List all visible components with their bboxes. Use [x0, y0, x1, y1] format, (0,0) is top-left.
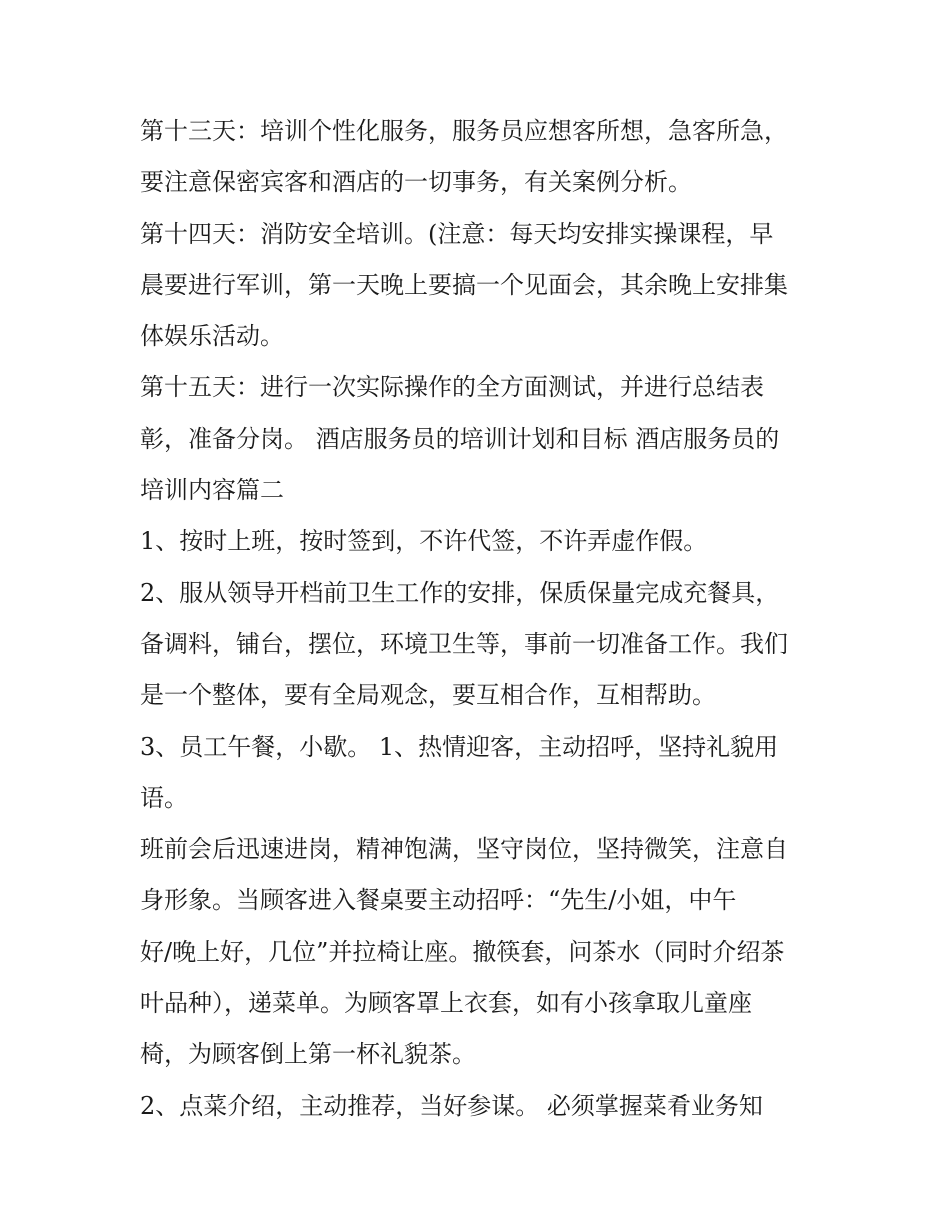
text-line: 是一个整体，要有全局观念，要互相合作，互相帮助。 — [140, 681, 716, 710]
text-line: 第十四天：消防安全培训。(注意：每天均安排实操课程，早 — [140, 219, 774, 248]
text-line: 体娱乐活动。 — [140, 322, 284, 351]
text-line: 身形象。当顾客进入餐桌要主动招呼：“先生/小姐，中午 — [140, 886, 737, 915]
text-line: 2、服从领导开档前卫生工作的安排，保质保量完成充餐具， — [140, 578, 780, 607]
text-line: 好/晚上好，几位”并拉椅让座。撤筷套，问茶水（同时介绍茶 — [140, 937, 785, 966]
text-line: 3、员工午餐，小歇。 1、热情迎客，主动招呼，坚持礼貌用 — [140, 732, 779, 761]
document-body — [140, 106, 820, 1132]
text-line: 班前会后迅速进岗，精神饱满，坚守岗位，坚持微笑，注意自 — [140, 835, 788, 864]
text-line: 备调料，铺台，摆位，环境卫生等，事前一切准备工作。我们 — [140, 629, 788, 658]
text-line: 第十三天：培训个性化服务，服务员应想客所想，急客所急， — [140, 117, 788, 145]
text-line: 语。 — [140, 783, 188, 812]
text-line: 2、点菜介绍，主动推荐，当好参谋。 必须掌握菜肴业务知 — [140, 1091, 763, 1120]
text-line: 培训内容篇二 — [140, 476, 284, 505]
text-line: 晨要进行军训，第一天晚上要搞一个见面会，其余晚上安排集 — [140, 270, 788, 299]
text-line: 叶品种），递菜单。为顾客罩上衣套，如有小孩拿取儿童座 — [140, 989, 752, 1018]
text-line: 1、按时上班，按时签到，不许代签，不许弄虚作假。 — [140, 527, 708, 556]
text-line: 彰，准备分岗。 酒店服务员的培训计划和目标 酒店服务员的 — [140, 424, 780, 453]
text-line: 椅，为顾客倒上第一杯礼貌茶。 — [140, 1040, 476, 1069]
text-line: 第十五天：进行一次实际操作的全方面测试，并进行总结表 — [140, 373, 764, 402]
text-line: 要注意保密宾客和酒店的一切事务，有关案例分析。 — [140, 168, 692, 197]
